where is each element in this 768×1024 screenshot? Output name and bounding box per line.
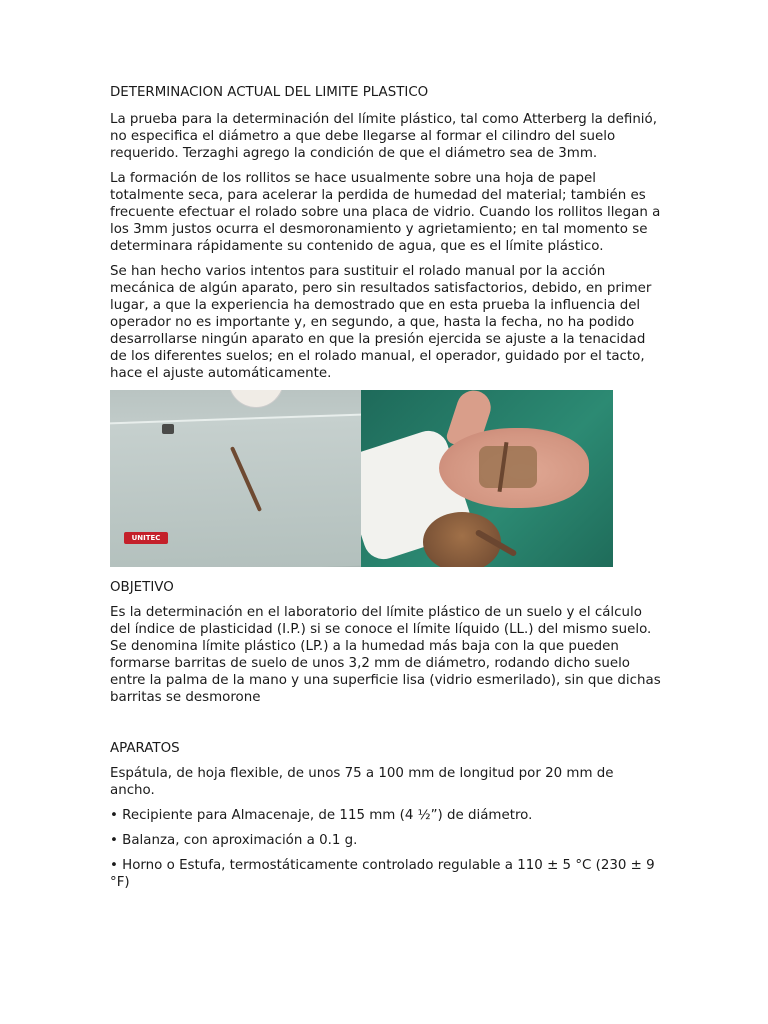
soil-smear — [479, 446, 537, 488]
list-item-recipiente: • Recipiente para Almacenaje, de 115 mm (4 ½”) de diámetro. — [110, 808, 533, 823]
figure-photos — [110, 390, 613, 567]
paragraph-objetivo: Es la determinación en el laboratorio del límite plástico de un suelo y el cálculo del índice de plasticidad (I.P.) si se conoce el límite líquido (LL.) del mismo suelo. Se denomina límite plástico (LP.) a la humedad más baja con la que pueden formarse barritas de suelo de unos 3,2 mm de diámetro, rodando dicho suelo entre la palma de la mano y una superficie lisa (vidrio esmerilado), sin que dichas barritas se desmorone — [110, 605, 661, 705]
paragraph-aparato-mecanico: Se han hecho varios intentos para sustituir el rolado manual por la acción mecánica de algún aparato, pero sin resultados satisfactorios, debido, en primer lugar, a que la experiencia ha demostrado que en esta prueba la influencia del operador no es importante y, en segundo, a que, hasta la fecha, no ha podido desarrollarse ningún aparato en que la presión ejercida se ajuste a la tenacidad de los diferentes suelos; en el rolado manual, el operador, guidado por el tacto, hace el ajuste automáticamente. — [110, 264, 652, 381]
paragraph-rollitos: La formación de los rollitos se hace usualmente sobre una hoja de papel totalmente seca, para acelerar la perdida de humedad del material; también es frecuente efectuar el rolado sobre una placa de vidrio. Cuando los rollitos llegan a los 3mm justos ocurra el desmoronamiento y agrietamiento; en tal momento se determinara rápidamente su contenido de agua, que es el límite plástico. — [110, 171, 661, 254]
photo-hand-with-soil — [361, 390, 613, 567]
heading-objetivo: OBJETIVO — [110, 580, 174, 595]
soil-cube — [162, 424, 174, 434]
photo-glass-plate-rolling — [110, 390, 361, 567]
paragraph-definition: La prueba para la determinación del límite plástico, tal como Atterberg la definió, no especifica el diámetro a que debe llegarse al formar el cilindro del suelo requerido. Terzaghi agrego la condición de que el diámetro sea de 3mm. — [110, 112, 657, 161]
document-title: DETERMINACION ACTUAL DEL LIMITE PLASTICO — [110, 85, 429, 100]
heading-aparatos: APARATOS — [110, 741, 180, 756]
list-item-balanza: • Balanza, con aproximación a 0.1 g. — [110, 833, 358, 848]
list-item-horno: • Horno o Estufa, termostáticamente controlado regulable a 110 ± 5 °C (230 ± 9 °F) — [110, 858, 655, 890]
paragraph-espatula: Espátula, de hoja flexible, de unos 75 a 100 mm de longitud por 20 mm de ancho. — [110, 766, 614, 798]
bowl — [228, 390, 284, 408]
unitec-logo: UNITEC — [124, 532, 168, 544]
spacer — [110, 714, 662, 740]
document-page — [110, 84, 662, 899]
